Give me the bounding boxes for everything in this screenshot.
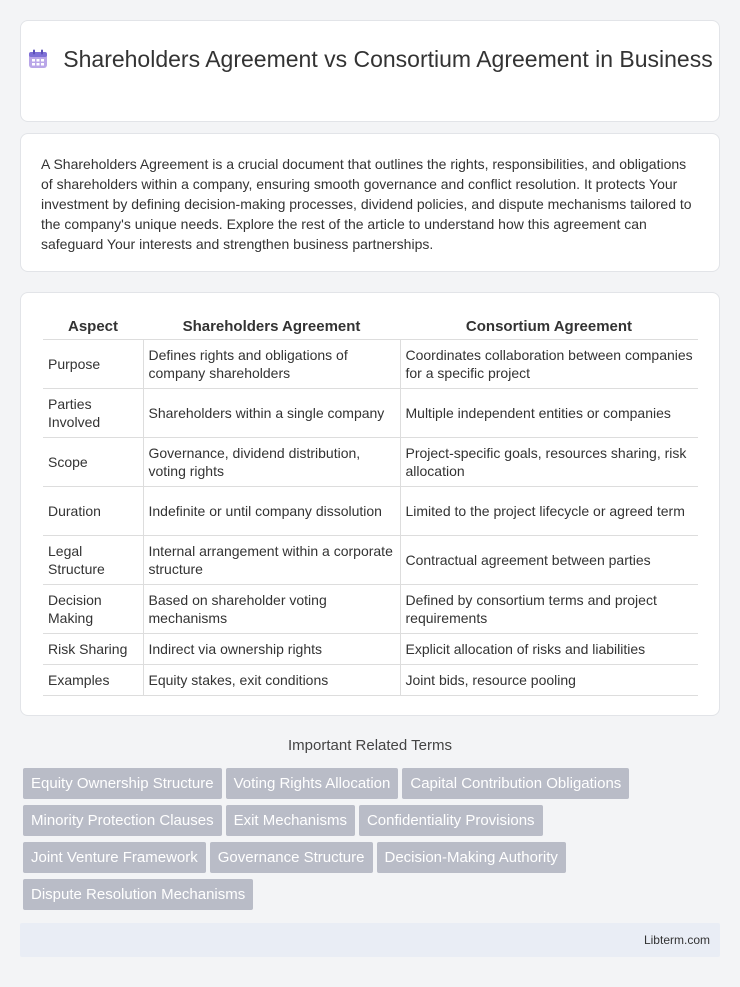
intro-paragraph: A Shareholders Agreement is a crucial document that outlines the rights, responsibilities, and obligations of shareholders within a company, ensuring smooth governance and conflict resolution. It protects Your investment by defining decision-making processes, dividend policies, and dispute mechanisms tailored to the company's unique needs. Explore the rest of the article to understand how this agreement can safeguard Your interests and strengthen business partnerships.: [41, 156, 692, 252]
cell-aspect: Scope: [43, 437, 143, 486]
cell-aspect: Decision Making: [43, 584, 143, 633]
cell-shareholders: Internal arrangement within a corporate structure: [143, 535, 400, 584]
related-term-tag[interactable]: Exit Mechanisms: [226, 805, 355, 836]
cell-shareholders: Based on shareholder voting mechanisms: [143, 584, 400, 633]
cell-consortium: Limited to the project lifecycle or agreed term: [400, 486, 698, 535]
cell-aspect: Parties Involved: [43, 388, 143, 437]
cell-aspect: Duration: [43, 486, 143, 535]
calendar-icon: [27, 48, 49, 70]
cell-aspect: Examples: [43, 664, 143, 695]
related-term-tag[interactable]: Governance Structure: [210, 842, 373, 873]
cell-aspect: Risk Sharing: [43, 633, 143, 664]
related-terms-heading: Important Related Terms: [288, 737, 452, 754]
cell-shareholders: Shareholders within a single company: [143, 388, 400, 437]
cell-aspect: Legal Structure: [43, 535, 143, 584]
cell-consortium: Coordinates collaboration between companies for a specific project: [400, 339, 698, 388]
title-card: [20, 20, 720, 122]
cell-consortium: Defined by consortium terms and project requirements: [400, 584, 698, 633]
table-row: [43, 486, 698, 535]
related-term-tag[interactable]: Dispute Resolution Mechanisms: [23, 879, 253, 910]
cell-shareholders: Defines rights and obligations of company shareholders: [143, 339, 400, 388]
cell-consortium: Joint bids, resource pooling: [400, 664, 698, 695]
table-row: [43, 437, 698, 486]
cell-shareholders: Governance, dividend distribution, voting rights: [143, 437, 400, 486]
cell-shareholders: Indirect via ownership rights: [143, 633, 400, 664]
comparison-table: [43, 313, 698, 696]
footer: [20, 923, 720, 957]
table-row: [43, 535, 698, 584]
cell-consortium: Explicit allocation of risks and liabilities: [400, 633, 698, 664]
header-consortium: Consortium Agreement: [400, 313, 698, 339]
cell-consortium: Multiple independent entities or companies: [400, 388, 698, 437]
table-row: [43, 584, 698, 633]
related-term-tag[interactable]: Equity Ownership Structure: [23, 768, 222, 799]
header-aspect: Aspect: [43, 313, 143, 339]
related-term-tag[interactable]: Capital Contribution Obligations: [402, 768, 629, 799]
related-term-tag[interactable]: Confidentiality Provisions: [359, 805, 543, 836]
related-term-tag[interactable]: Decision-Making Authority: [377, 842, 566, 873]
intro-card: [20, 133, 720, 272]
table-row: [43, 664, 698, 695]
table-row: [43, 339, 698, 388]
cell-shareholders: Equity stakes, exit conditions: [143, 664, 400, 695]
cell-aspect: Purpose: [43, 339, 143, 388]
cell-consortium: Project-specific goals, resources sharing, risk allocation: [400, 437, 698, 486]
header-shareholders: Shareholders Agreement: [143, 313, 400, 339]
cell-shareholders: Indefinite or until company dissolution: [143, 486, 400, 535]
page-title: Shareholders Agreement vs Consortium Agreement in Business: [63, 46, 713, 72]
related-term-tag[interactable]: Minority Protection Clauses: [23, 805, 222, 836]
related-terms-list: [23, 768, 723, 916]
table-row: [43, 388, 698, 437]
table-header-row: [43, 313, 698, 339]
page-title-wrap: [21, 45, 719, 74]
related-term-tag[interactable]: Voting Rights Allocation: [226, 768, 399, 799]
cell-consortium: Contractual agreement between parties: [400, 535, 698, 584]
footer-site-link[interactable]: Libterm.com: [643, 933, 710, 947]
comparison-table-card: [20, 292, 720, 716]
related-term-tag[interactable]: Joint Venture Framework: [23, 842, 206, 873]
table-row: [43, 633, 698, 664]
